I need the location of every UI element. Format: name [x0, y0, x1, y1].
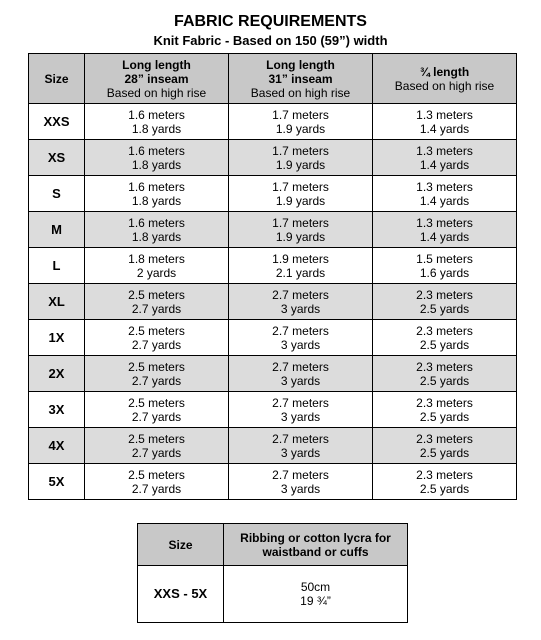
- value-cell: [229, 464, 373, 500]
- cell-line: 3 yards: [280, 481, 321, 496]
- value-cell: [229, 248, 373, 284]
- table-header-row: [138, 524, 408, 566]
- cell-line: 1.5 meters: [416, 251, 473, 266]
- size-cell: XXS: [29, 104, 85, 140]
- size-cell: XL: [29, 284, 85, 320]
- size-cell: XS: [29, 140, 85, 176]
- value-cell: [85, 320, 229, 356]
- cell-line: 2.1 yards: [275, 265, 326, 280]
- cell-line: 1.3 meters: [416, 215, 473, 230]
- cell-line: 2.5 yards: [419, 409, 470, 424]
- cell-line: 1.8 yards: [131, 157, 182, 172]
- cell-line: 1.9 yards: [275, 157, 326, 172]
- size-cell: 1X: [29, 320, 85, 356]
- cell-line: 1.7 meters: [272, 107, 329, 122]
- cell-line: 2.3 meters: [416, 323, 473, 338]
- cell-line: 3 yards: [280, 409, 321, 424]
- cell-line: 2.5 yards: [419, 481, 470, 496]
- column-header-line: Long length: [266, 57, 335, 72]
- page-subtitle: Knit Fabric - Based on 150 (59”) width: [153, 33, 388, 48]
- table-row: [29, 428, 517, 464]
- cell-line: 2.7 yards: [131, 337, 182, 352]
- value-cell: [373, 212, 517, 248]
- cell-line: 2.3 meters: [416, 431, 473, 446]
- value-cell: [373, 104, 517, 140]
- fabric-requirements-table: [28, 53, 517, 500]
- cell-line: 1.9 yards: [275, 193, 326, 208]
- cell-line: 1.8 yards: [131, 121, 182, 136]
- value-cell: [229, 140, 373, 176]
- cell-line: 2.7 meters: [272, 323, 329, 338]
- table-row: [29, 176, 517, 212]
- cell-line: 2.7 yards: [131, 409, 182, 424]
- cell-line: 1.9 yards: [275, 229, 326, 244]
- table-row: [29, 140, 517, 176]
- cell-line: 1.4 yards: [419, 193, 470, 208]
- column-header-long-28: [85, 54, 229, 104]
- cell-line: 2.7 meters: [272, 395, 329, 410]
- ribbing-column-header: Ribbing or cotton lycra for waistband or cuffs: [224, 524, 408, 566]
- size-cell: 4X: [29, 428, 85, 464]
- column-header-three-quarter: [373, 54, 517, 104]
- value-cell: [85, 248, 229, 284]
- value-cell: [373, 428, 517, 464]
- table-header-row: [29, 54, 517, 104]
- cell-line: 1.6 yards: [419, 265, 470, 280]
- value-cell: [229, 392, 373, 428]
- cell-line: 2.3 meters: [416, 395, 473, 410]
- cell-line: 1.7 meters: [272, 143, 329, 158]
- cell-line: 2.7 meters: [272, 359, 329, 374]
- cell-line: 2.5 meters: [128, 323, 185, 338]
- page-title: FABRIC REQUIREMENTS: [174, 13, 367, 30]
- table-body: [29, 104, 517, 500]
- column-header-line: 28” inseam: [124, 71, 189, 86]
- value-cell: [85, 464, 229, 500]
- cell-line: 3 yards: [280, 337, 321, 352]
- cell-line: 2.5 yards: [419, 373, 470, 388]
- cell-line: 1.6 meters: [128, 143, 185, 158]
- column-header-line: Long length: [122, 57, 191, 72]
- value-cell: [373, 356, 517, 392]
- size-cell: M: [29, 212, 85, 248]
- cell-line: 1.7 meters: [272, 215, 329, 230]
- cell-line: 2.7 yards: [131, 373, 182, 388]
- cell-line: 1.9 yards: [275, 121, 326, 136]
- size-column-header: Size: [138, 524, 224, 566]
- cell-line: 1.4 yards: [419, 121, 470, 136]
- cell-line: 1.6 meters: [128, 179, 185, 194]
- cell-line: 2.5 meters: [128, 467, 185, 482]
- value-cell: [229, 356, 373, 392]
- value-cell: [229, 176, 373, 212]
- value-cell: [85, 284, 229, 320]
- column-header-line: Based on high rise: [250, 85, 351, 100]
- cell-line: 19 ¾”: [300, 594, 331, 608]
- cell-line: 1.9 meters: [272, 251, 329, 266]
- value-cell: [373, 320, 517, 356]
- value-cell: [85, 140, 229, 176]
- cell-line: 3 yards: [280, 301, 321, 316]
- cell-line: 1.3 meters: [416, 107, 473, 122]
- table-row: [29, 284, 517, 320]
- cell-line: 2.5 meters: [128, 359, 185, 374]
- value-cell: [85, 104, 229, 140]
- cell-line: 2.7 yards: [131, 445, 182, 460]
- value-cell: [85, 176, 229, 212]
- value-cell: [85, 212, 229, 248]
- size-cell: 3X: [29, 392, 85, 428]
- value-cell: [229, 428, 373, 464]
- size-column-header: Size: [29, 54, 85, 104]
- cell-line: 2.5 meters: [128, 395, 185, 410]
- column-header-line: Based on high rise: [106, 85, 207, 100]
- cell-line: 2.5 yards: [419, 337, 470, 352]
- size-cell: 2X: [29, 356, 85, 392]
- table-row: [29, 212, 517, 248]
- value-cell: [224, 566, 408, 623]
- cell-line: 1.3 meters: [416, 179, 473, 194]
- cell-line: 3 yards: [280, 445, 321, 460]
- table-row: [29, 104, 517, 140]
- cell-line: 2.7 yards: [131, 481, 182, 496]
- cell-line: 2.3 meters: [416, 287, 473, 302]
- cell-line: 2.3 meters: [416, 359, 473, 374]
- table-row: [29, 248, 517, 284]
- cell-line: 2.7 meters: [272, 431, 329, 446]
- column-header-line: Based on high rise: [394, 78, 495, 93]
- cell-line: 2.5 yards: [419, 301, 470, 316]
- cell-line: 1.7 meters: [272, 179, 329, 194]
- value-cell: [373, 176, 517, 212]
- value-cell: [229, 284, 373, 320]
- cell-line: 1.8 yards: [131, 193, 182, 208]
- value-cell: [373, 464, 517, 500]
- cell-line: 2 yards: [136, 265, 177, 280]
- value-cell: [373, 284, 517, 320]
- cell-line: 1.6 meters: [128, 215, 185, 230]
- table-row: [138, 566, 408, 623]
- cell-line: 1.4 yards: [419, 157, 470, 172]
- cell-line: 2.5 meters: [128, 431, 185, 446]
- table-row: [29, 392, 517, 428]
- value-cell: [373, 140, 517, 176]
- value-cell: [85, 428, 229, 464]
- table-row: [29, 320, 517, 356]
- value-cell: [229, 104, 373, 140]
- size-cell: L: [29, 248, 85, 284]
- cell-line: 2.7 yards: [131, 301, 182, 316]
- cell-line: 2.5 yards: [419, 445, 470, 460]
- size-cell: 5X: [29, 464, 85, 500]
- size-cell: S: [29, 176, 85, 212]
- cell-line: 2.5 meters: [128, 287, 185, 302]
- cell-line: 1.4 yards: [419, 229, 470, 244]
- cell-line: 1.3 meters: [416, 143, 473, 158]
- cell-line: 1.6 meters: [128, 107, 185, 122]
- cell-line: 2.7 meters: [272, 467, 329, 482]
- cell-line: 1.8 meters: [128, 251, 185, 266]
- value-cell: [373, 392, 517, 428]
- cell-line: 2.3 meters: [416, 467, 473, 482]
- cell-line: 2.7 meters: [272, 287, 329, 302]
- value-cell: [229, 212, 373, 248]
- value-cell: [373, 248, 517, 284]
- column-header-line: 31” inseam: [268, 71, 333, 86]
- cell-line: 50cm: [300, 580, 331, 594]
- value-cell: [85, 392, 229, 428]
- cell-line: 3 yards: [280, 373, 321, 388]
- table-row: [29, 464, 517, 500]
- value-cell: [85, 356, 229, 392]
- cell-line: 1.8 yards: [131, 229, 182, 244]
- column-header-line: ¾ length: [419, 64, 470, 79]
- ribbing-requirements-table: [137, 523, 408, 623]
- value-cell: [229, 320, 373, 356]
- size-cell: XXS - 5X: [138, 566, 224, 623]
- table-row: [29, 356, 517, 392]
- column-header-long-31: [229, 54, 373, 104]
